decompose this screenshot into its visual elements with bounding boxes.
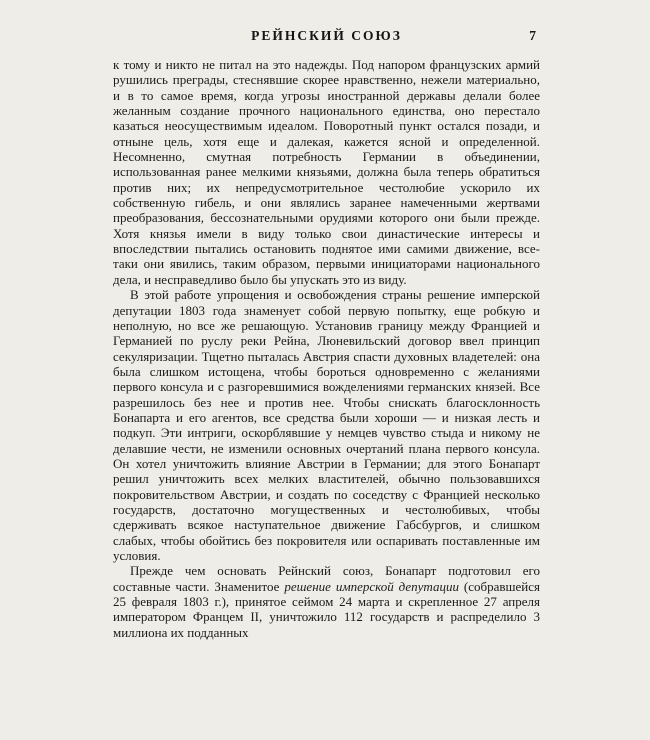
paragraph-1: к тому и никто не питал на это надежды. Под напором французских армий рушились преграды, стеснявшие скорее нравственно, нежели материально, и в то самое время, когда угрозы иностранной державы делали более желанным создание прочного национального единства, оно перестало казаться неосуществимым идеалом. Поворотный пункт остался позади, и отныне цель, хотя еще и далекая, кажется ясной и определенной. Несомненно, смутная потребность Германии в объединении, использованная ранее мелкими князьями, должна была теперь обратиться против них; их непредусмотрительное честолюбие ускорило их собственную гибель, и они являлись заранее намеченными жертвами преобразования, бессознательными орудиями которого они были прежде. Хотя князья имели в виду только свои династические интересы и впоследствии пытались остановить поднятое ими самими движение, все-таки они явились, таким образом, первыми инициаторами национального дела, и несправедливо было бы упускать это из виду.: [113, 57, 540, 287]
running-header: [113, 28, 540, 45]
chapter-title: РЕЙНСКИЙ СОЮЗ: [251, 28, 402, 43]
paragraph-3-text-start: Прежде чем основать Рейнский союз, Бонапарт подготовил его составные части. Знаменитое: [113, 563, 540, 594]
paragraph-3: [113, 563, 540, 640]
paragraph-3-text-end: (собравшейся 25 февраля 1803 г.), принятое сеймом 24 марта и скрепленное 27 апреля императором Францем II, уничтожило 112 государств и распределило 3 миллиона их подданных: [113, 578, 540, 640]
text-block: [113, 57, 540, 640]
emphasized-phrase: решение имперской депутации: [284, 578, 459, 594]
page-number: 7: [529, 28, 536, 43]
paragraph-2: В этой работе упрощения и освобождения страны решение имперской депутации 1803 года знаменует собой первую попытку, еще робкую и неполную, но все же решающую. Установив границу между Францией и Германией по руслу реки Рейна, Люневильский договор ввел принцип секуляризации. Тщетно пыталась Австрия спасти духовных владетелей: она была слишком истощена, чтобы бороться одновременно с желаниями первого консула и с разгоревшимися вожделениями германских князей. Все разрешилось без нее и против нее. Чтобы снискать благосклонность Бонапарта и его агентов, все средства были хороши — и низкая лесть и подкуп. Эти интриги, оскорблявшие у немцев чувство стыда и никому не делавшие чести, не изменили основных очертаний плана первого консула. Он хотел уничтожить влияние Австрии в Германии; для этого Бонапарт решил уничтожить всех мелких властителей, обычно пользовавшихся покровительством Австрии, и создать по соседству с Францией несколько государств, достаточно могущественных и честолюбивых, чтобы сдерживать всякое наступательное движение Габсбургов, и слишком слабых, чтобы обойтись без покровителя или оспаривать поставленные им условия.: [113, 287, 540, 563]
